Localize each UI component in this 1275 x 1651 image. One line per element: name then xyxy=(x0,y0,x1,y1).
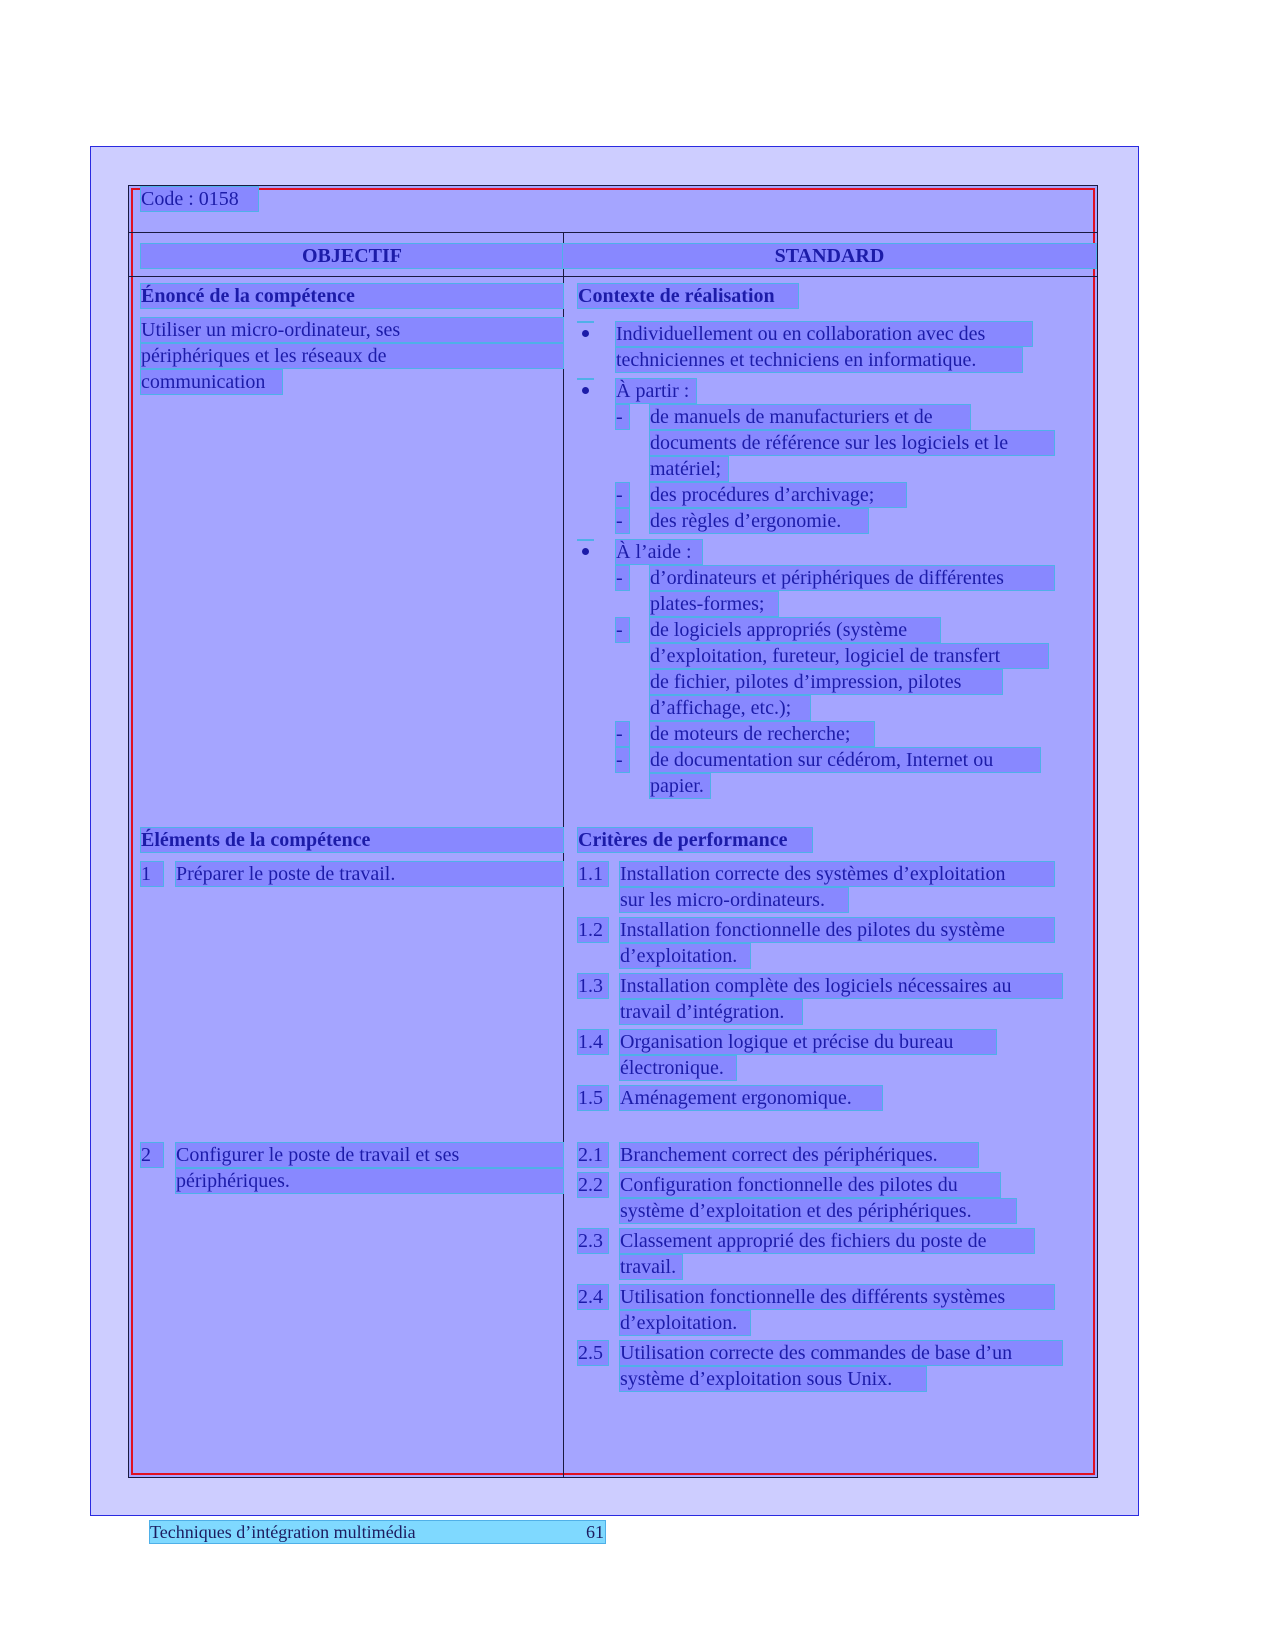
column-divider xyxy=(563,232,564,1478)
enonce-line: périphériques et les réseaux de xyxy=(141,344,563,368)
list-item-text: de fichier, pilotes d’impression, pilotes xyxy=(650,670,1002,694)
criterion-number: 1.3 xyxy=(578,974,608,998)
header-objectif: OBJECTIF xyxy=(141,244,563,268)
criterion-number: 1.5 xyxy=(578,1086,608,1110)
criterion-text: Organisation logique et précise du bureau xyxy=(620,1030,996,1054)
criterion-number: 2.3 xyxy=(578,1229,608,1253)
list-item-text: plates-formes; xyxy=(650,592,778,616)
elements-title: Éléments de la compétence xyxy=(141,828,563,852)
criterion-text: Classement approprié des fichiers du poste de xyxy=(620,1229,1034,1253)
criterion-text: travail d’intégration. xyxy=(620,1000,802,1024)
footer-title: Techniques d’intégration multimédia xyxy=(150,1522,416,1542)
contexte-bullet-text: Individuellement ou en collaboration avec des xyxy=(616,322,1032,346)
criterion-text: d’exploitation. xyxy=(620,944,750,968)
dash-marker: - xyxy=(616,722,629,746)
criterion-number: 1.4 xyxy=(578,1030,608,1054)
enonce-title: Énoncé de la compétence xyxy=(141,284,563,308)
criterion-text: Installation complète des logiciels nécessaires au xyxy=(620,974,1062,998)
contexte-bullet-text: techniciennes et techniciens en informatique. xyxy=(616,348,1022,372)
element-number: 1 xyxy=(141,862,163,886)
criterion-text: Configuration fonctionnelle des pilotes du xyxy=(620,1173,1000,1197)
list-item-text: de logiciels appropriés (système xyxy=(650,618,940,642)
contexte-a-laide: À l’aide : xyxy=(616,540,702,564)
criterion-text: sur les micro-ordinateurs. xyxy=(620,888,848,912)
contexte-title: Contexte de réalisation xyxy=(578,284,798,308)
page-number: 61 xyxy=(586,1522,604,1542)
dash-marker: - xyxy=(616,566,629,590)
criterion-number: 2.2 xyxy=(578,1173,608,1197)
header-bottom-rule xyxy=(128,276,1098,277)
criterion-number: 2.1 xyxy=(578,1143,608,1167)
bullet-icon xyxy=(582,330,589,337)
criterion-number: 2.4 xyxy=(578,1285,608,1309)
header-top-rule xyxy=(128,232,1098,233)
criterion-text: d’exploitation. xyxy=(620,1311,750,1335)
criterion-text: Branchement correct des périphériques. xyxy=(620,1143,978,1167)
dash-marker: - xyxy=(616,748,629,772)
dash-marker: - xyxy=(616,509,629,533)
list-item-text: matériel; xyxy=(650,457,728,481)
criterion-text: système d’exploitation sous Unix. xyxy=(620,1367,926,1391)
criteres-title: Critères de performance xyxy=(578,828,812,852)
element-text: périphériques. xyxy=(176,1169,563,1193)
criterion-text: électronique. xyxy=(620,1056,736,1080)
list-item-text: des règles d’ergonomie. xyxy=(650,509,868,533)
list-item-text: d’exploitation, fureteur, logiciel de transfert xyxy=(650,644,1048,668)
dash-marker: - xyxy=(616,405,629,429)
enonce-line: communication xyxy=(141,370,282,394)
enonce-line: Utiliser un micro-ordinateur, ses xyxy=(141,318,563,342)
criterion-number: 1.1 xyxy=(578,862,608,886)
list-item-text: documents de référence sur les logiciels et le xyxy=(650,431,1054,455)
dash-marker: - xyxy=(616,618,629,642)
criterion-number: 2.5 xyxy=(578,1341,608,1365)
element-text: Préparer le poste de travail. xyxy=(176,862,563,886)
criterion-text: Aménagement ergonomique. xyxy=(620,1086,882,1110)
criterion-text: système d’exploitation et des périphériques. xyxy=(620,1199,1016,1223)
criterion-text: Utilisation fonctionnelle des différents systèmes xyxy=(620,1285,1054,1309)
criterion-text: Installation fonctionnelle des pilotes du système xyxy=(620,918,1054,942)
list-item-text: papier. xyxy=(650,774,710,798)
page-footer xyxy=(150,1521,605,1543)
list-item-text: d’ordinateurs et périphériques de différentes xyxy=(650,566,1054,590)
contexte-a-partir: À partir : xyxy=(616,379,696,403)
list-item-text: de manuels de manufacturiers et de xyxy=(650,405,970,429)
element-number: 2 xyxy=(141,1143,163,1167)
list-item-text: des procédures d’archivage; xyxy=(650,483,906,507)
list-item-text: de moteurs de recherche; xyxy=(650,722,874,746)
criterion-text: Installation correcte des systèmes d’exploitation xyxy=(620,862,1054,886)
list-item-text: d’affichage, etc.); xyxy=(650,696,810,720)
element-text: Configurer le poste de travail et ses xyxy=(176,1143,563,1167)
code-label: Code : 0158 xyxy=(141,187,258,211)
header-standard: STANDARD xyxy=(563,244,1096,268)
dash-marker: - xyxy=(616,483,629,507)
criterion-text: Utilisation correcte des commandes de base d’un xyxy=(620,1341,1062,1365)
bullet-icon xyxy=(582,548,589,555)
criterion-number: 1.2 xyxy=(578,918,608,942)
bullet-icon xyxy=(582,387,589,394)
list-item-text: de documentation sur cédérom, Internet ou xyxy=(650,748,1040,772)
criterion-text: travail. xyxy=(620,1255,682,1279)
